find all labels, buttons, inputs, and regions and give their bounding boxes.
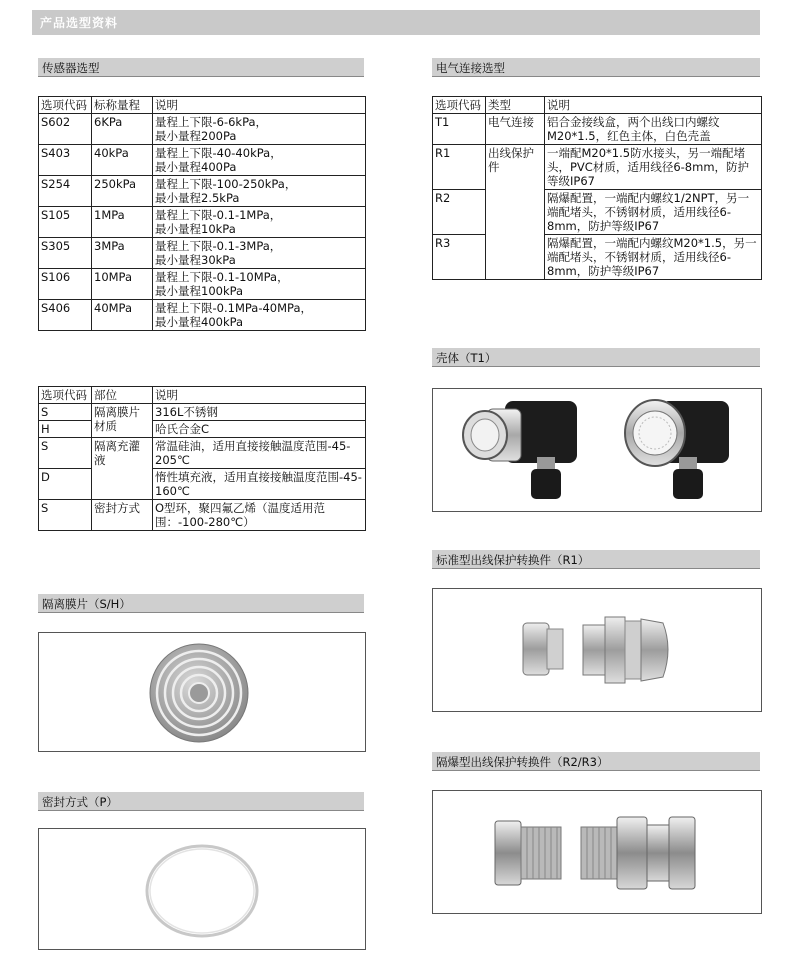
diaphragm-image-box [38,632,366,752]
desc-line: 量程上下限-6-6kPa， [155,115,268,129]
header-cell: 标称量程 [92,97,153,114]
header-cell: 选项代码 [433,97,486,114]
code-cell: H [39,421,92,438]
code-cell: S602 [39,114,92,145]
desc-cell [153,238,366,269]
seal-image-box [38,828,366,950]
code-cell: S254 [39,176,92,207]
header-cell: 类型 [486,97,545,114]
code-cell: S406 [39,300,92,331]
table-row [39,269,366,300]
section-title: 隔爆型出线保护转换件（R2/R3） [436,755,609,769]
code-cell: S105 [39,207,92,238]
desc-line: 最小量程2.5kPa [155,191,240,205]
desc-cell: 哈氏合金C [153,421,366,438]
desc-cell: 一端配M20*1.5防水接头，另一端配堵头，PVC材质，适用线径6-8mm，防护等级IP67 [545,145,762,190]
desc-cell [153,114,366,145]
desc-cell: 隔爆配置，一端配内螺纹1/2NPT，另一端配堵头，不锈钢材质，适用线径6-8mm，防护等级IP67 [545,190,762,235]
code-cell: S403 [39,145,92,176]
desc-cell [153,176,366,207]
table-row [39,404,366,421]
table-row [39,176,366,207]
section-seal [38,792,364,811]
desc-line: 最小量程400Pa [155,160,237,174]
desc-line: 量程上下限-0.1-10MPa， [155,270,289,284]
table-row [433,145,762,190]
section-title: 标准型出线保护转换件（R1） [436,553,590,567]
header-cell: 说明 [153,387,366,404]
table-row [39,207,366,238]
code-cell: S106 [39,269,92,300]
desc-cell [153,300,366,331]
range-cell: 250kPa [92,176,153,207]
desc-cell: 常温硅油，适用直接接触温度范围-45-205℃ [153,438,366,469]
desc-line: 最小量程400kPa [155,315,244,329]
desc-cell: 铝合金接线盒，两个出线口内螺纹M20*1.5，红色主体，白色壳盖 [545,114,762,145]
header-cell: 说明 [545,97,762,114]
type-cell: 出线保护件 [486,145,545,280]
desc-line: 量程上下限-0.1-3MPa， [155,239,282,253]
table-row [433,114,762,145]
housing-illustration [433,389,761,511]
header-cell: 说明 [153,97,366,114]
table-row [39,238,366,269]
range-cell: 10MPa [92,269,153,300]
table-row [39,114,366,145]
code-cell: D [39,469,92,500]
desc-line: 量程上下限-0.1MPa-40MPa， [155,301,312,315]
section-electrical [432,58,760,77]
desc-cell: O型环，聚四氟乙烯（温度适用范围：-100-280℃） [153,500,366,531]
diaphragm-illustration [39,633,365,751]
header-cell: 部位 [92,387,153,404]
housing-image-box [432,388,762,512]
page-title: 产品选型资料 [40,16,119,30]
page-header-bar [32,10,760,35]
table-row [39,469,366,500]
desc-cell [153,145,366,176]
explosion-proof-fitting-illustration [433,791,761,913]
code-cell: S [39,500,92,531]
type-cell: 电气连接 [486,114,545,145]
range-cell: 6KPa [92,114,153,145]
table-row [39,500,366,531]
part-cell: 隔离充灌液 [92,438,153,500]
sensor-table [38,96,366,331]
code-cell: S [39,438,92,469]
desc-cell: 惰性填充液，适用直接接触温度范围-45-160℃ [153,469,366,500]
exd-protector-image-box [432,790,762,914]
desc-line: 最小量程10kPa [155,222,236,236]
desc-line: 量程上下限-100-250kPa， [155,177,297,191]
range-cell: 40MPa [92,300,153,331]
code-cell: R2 [433,190,486,235]
range-cell: 40kPa [92,145,153,176]
desc-line: 最小量程100kPa [155,284,244,298]
section-sensor [38,58,364,77]
section-title: 隔离膜片（S/H） [42,597,131,611]
table-row [433,235,762,280]
table-row [433,190,762,235]
section-title: 密封方式（P） [42,795,118,809]
section-diaphragm [38,594,364,613]
desc-line: 最小量程30kPa [155,253,236,267]
desc-cell [153,207,366,238]
header-cell: 选项代码 [39,387,92,404]
code-cell: T1 [433,114,486,145]
table-row [39,145,366,176]
section-std-protector [432,550,760,569]
code-cell: R1 [433,145,486,190]
part-cell: 隔离膜片材质 [92,404,153,438]
desc-line: 最小量程200Pa [155,129,237,143]
part-cell: 密封方式 [92,500,153,531]
o-ring-illustration [39,829,365,949]
code-cell: R3 [433,235,486,280]
desc-cell: 316L不锈钢 [153,404,366,421]
std-protector-image-box [432,588,762,712]
section-title: 传感器选型 [42,61,100,75]
cable-gland-illustration [433,589,761,711]
section-housing [432,348,760,367]
table-header-row [39,97,366,114]
section-exd-protector [432,752,760,771]
desc-line: 量程上下限-0.1-1MPa， [155,208,282,222]
table-header-row [39,387,366,404]
table-header-row [433,97,762,114]
header-cell: 选项代码 [39,97,92,114]
section-title: 电气连接选型 [436,61,505,75]
desc-cell [153,269,366,300]
section-title: 壳体（T1） [436,351,497,365]
code-cell: S [39,404,92,421]
material-table [38,386,366,531]
table-row [39,438,366,469]
table-row [39,421,366,438]
desc-cell: 隔爆配置，一端配内螺纹M20*1.5，另一端配堵头，不锈钢材质，适用线径6-8mm，防护等级IP67 [545,235,762,280]
desc-line: 量程上下限-40-40kPa， [155,146,282,160]
range-cell: 3MPa [92,238,153,269]
electrical-table [432,96,762,280]
code-cell: S305 [39,238,92,269]
table-row [39,300,366,331]
range-cell: 1MPa [92,207,153,238]
